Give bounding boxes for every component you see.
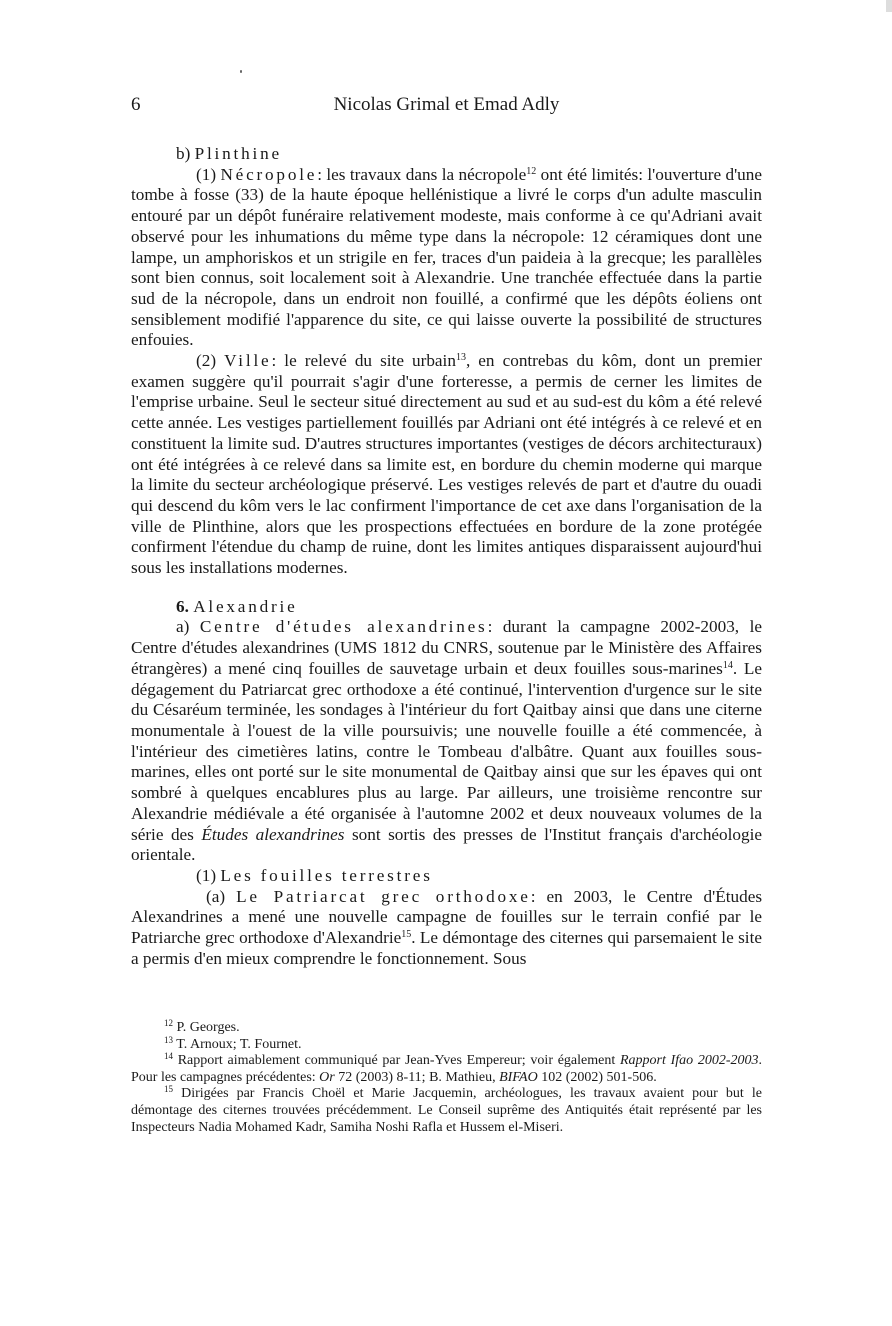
footnotes bbox=[131, 1020, 762, 1136]
footnote-citation: BIFAO bbox=[499, 1069, 538, 1085]
page-header bbox=[131, 94, 762, 118]
section-marker: b) bbox=[176, 144, 191, 163]
paragraph-necropole bbox=[131, 165, 762, 351]
footnote-ref-12: 12 bbox=[526, 165, 537, 177]
paragraph-text: . Le démontage des citernes qui parsemaient le site a permis d'en mieux comprendre le fonctionnement. Sous bbox=[131, 928, 762, 968]
series-title: Études alexandrines bbox=[201, 824, 345, 844]
footnote-number: 15 bbox=[164, 1084, 173, 1095]
paragraph-text: . Le dégagement du Patriarcat grec orthodoxe a été continué, l'intervention d'urgence sur le site du Césaréum terminée, les sondages à l'intérieur du fort Qaitbay ainsi que dans une citerne monumentale à l'ouest de la ville poursuivis; une nouvelle fouille a été commencée, à l'intérieur des cimetières latins, contre le Tombeau d'albâtre. Quant aux fouilles sous-marines, elles ont porté sur le site monumental de Qaitbay ainsi que sur les épaves qui ont sombré à quelques encablures plus au large. Par ailleurs, une troisième rencontre sur Alexandrie médiévale a été organisée à l'automne 2002 et deux nouveaux volumes de la série des bbox=[131, 658, 762, 844]
footnote-number: 13 bbox=[164, 1034, 173, 1045]
footnote-number: 14 bbox=[164, 1051, 173, 1062]
main-text bbox=[131, 144, 762, 969]
section-title: Plinthine bbox=[194, 144, 282, 163]
paragraph-text: : le relevé du site urbain bbox=[271, 351, 456, 371]
footnote-13 bbox=[131, 1034, 762, 1054]
section-heading-plinthine bbox=[131, 144, 762, 165]
spacer bbox=[131, 579, 762, 597]
section-number: 6. bbox=[176, 596, 189, 616]
footnote-citation: Rapport Ifao 2002-2003 bbox=[619, 1053, 759, 1069]
paragraph-text: ont été limités: l'ouverture d'une tombe à fosse (33) de la haute époque hellénistique a livré le corps d'un adulte masculin entouré par un dépôt funéraire relativement modeste, mais conforme à ce qu'Adriani avait observé pour les inhumations du même type dans la nécropole: 12 céramiques dont une lampe, un amphoriskos et un strigile en fer, traces d'un paideia à la grecque; les parallèles sont bien connus, soit localement soit à Alexandrie. Une tranchée effectuée dans la partie sud de la nécropole, dans un endroit non fouillé, a confirmé que les dépôts éoliens ont sensiblement modifié l'apparence du site, ce qui laisse ouverte la possibilité de structures enfouies. bbox=[131, 164, 762, 350]
footnote-text: . Pour les campagnes précédentes: bbox=[131, 1053, 762, 1085]
paragraph-text: , en contrebas du kôm, dont un premier examen suggère qu'il pourrait s'agir d'une forteresse, a permis de cerner les limites de l'emprise urbaine. Seul le secteur situé directement au sud et au sud-est du kôm a été relevé cette année. Les vestiges partiellement fouillés par Adriani ont été intégrés à ce relevé et en constituent la limite sud. D'autres structures importantes (vestiges de décors architecturaux) ont été intégrées à ce relevé dans sa limite est, en bordure du chemin moderne qui marque la limite du secteur archéologique préservé. Les vestiges relevés de part et d'autre du ouadi qui descend du kôm vers le lac confirment l'importance de cet axe dans l'organisation de la ville de Plinthine, alors que les prospections effectuées en bordure de la zone protégée confirment l'étendue du champ de ruine, dont les limites antiques disparaissent aujourd'hui sous les installations modernes. bbox=[131, 351, 763, 578]
footnote-12 bbox=[131, 1020, 762, 1037]
footnote-ref-13: 13 bbox=[455, 352, 466, 364]
item-title: Ville bbox=[224, 351, 272, 371]
footnote-15 bbox=[131, 1086, 762, 1136]
section-title: Alexandrie bbox=[193, 596, 298, 616]
section-heading-alexandrie bbox=[131, 597, 762, 618]
item-title: Le Patriarcat grec orthodoxe bbox=[236, 886, 531, 906]
footnote-text: 72 (2003) 8-11; B. Mathieu, bbox=[334, 1069, 500, 1085]
footnote-text: P. Georges. bbox=[173, 1020, 240, 1035]
paragraph-centre bbox=[131, 617, 762, 865]
paragraph-ville bbox=[131, 351, 762, 579]
item-number: (1) bbox=[196, 164, 217, 184]
paragraph-patriarcat bbox=[131, 887, 762, 970]
item-number: (a) bbox=[206, 886, 226, 906]
item-number: (2) bbox=[196, 351, 217, 371]
footnote-text: Dirigées par Francis Choël et Marie Jacquemin, archéologues, les travaux avaient pour but le démontage des citernes trouvées précédemment. Le Conseil suprême des Antiquités était représenté par les Inspecteurs Nadia Mohamed Kadr, Samiha Noshi Rafla et Hussem el-Miseri. bbox=[131, 1086, 762, 1135]
footnote-ref-14: 14 bbox=[722, 659, 733, 671]
paragraph-text: : en 2003, le Centre d'Études Alexandrines a mené une nouvelle campagne de fouilles sur le terrain confié par le Patriarche grec orthodoxe d'Alexandrie bbox=[131, 886, 763, 948]
running-title: Nicolas Grimal et Emad Adly bbox=[333, 94, 560, 115]
subsection-title: Centre d'études alexandrines bbox=[199, 617, 488, 637]
subsection-marker: a) bbox=[176, 617, 190, 637]
page-edge-mark bbox=[886, 0, 892, 12]
scan-speck bbox=[240, 70, 242, 73]
item-number: (1) bbox=[196, 865, 217, 885]
paragraph-text: sont sortis des presses de l'Institut français d'archéologie orientale. bbox=[131, 824, 762, 865]
footnote-text: 102 (2002) 501-506. bbox=[537, 1069, 657, 1085]
footnote-ref-15: 15 bbox=[401, 929, 412, 941]
page-number: 6 bbox=[131, 94, 141, 115]
paragraph-text: : les travaux dans la nécropole bbox=[317, 164, 527, 184]
footnote-14 bbox=[131, 1053, 762, 1086]
footnote-number: 12 bbox=[164, 1018, 173, 1028]
subheading-fouilles-terrestres bbox=[131, 866, 762, 887]
paragraph-text: : durant la campagne 2002-2003, le Centre d'études alexandrines (UMS 1812 du CNRS, soutenue par le Ministère des Affaires étrangères) a mené cinq fouilles de sauvetage urbain et deux fouilles sous-marines bbox=[131, 617, 763, 678]
footnote-citation: Or bbox=[319, 1069, 335, 1085]
item-title: Les fouilles terrestres bbox=[220, 865, 433, 885]
footnote-text: T. Arnoux; T. Fournet. bbox=[173, 1036, 302, 1052]
item-title: Nécropole bbox=[220, 164, 318, 184]
footnote-text: Rapport aimablement communiqué par Jean-Yves Empereur; voir également bbox=[173, 1053, 620, 1069]
